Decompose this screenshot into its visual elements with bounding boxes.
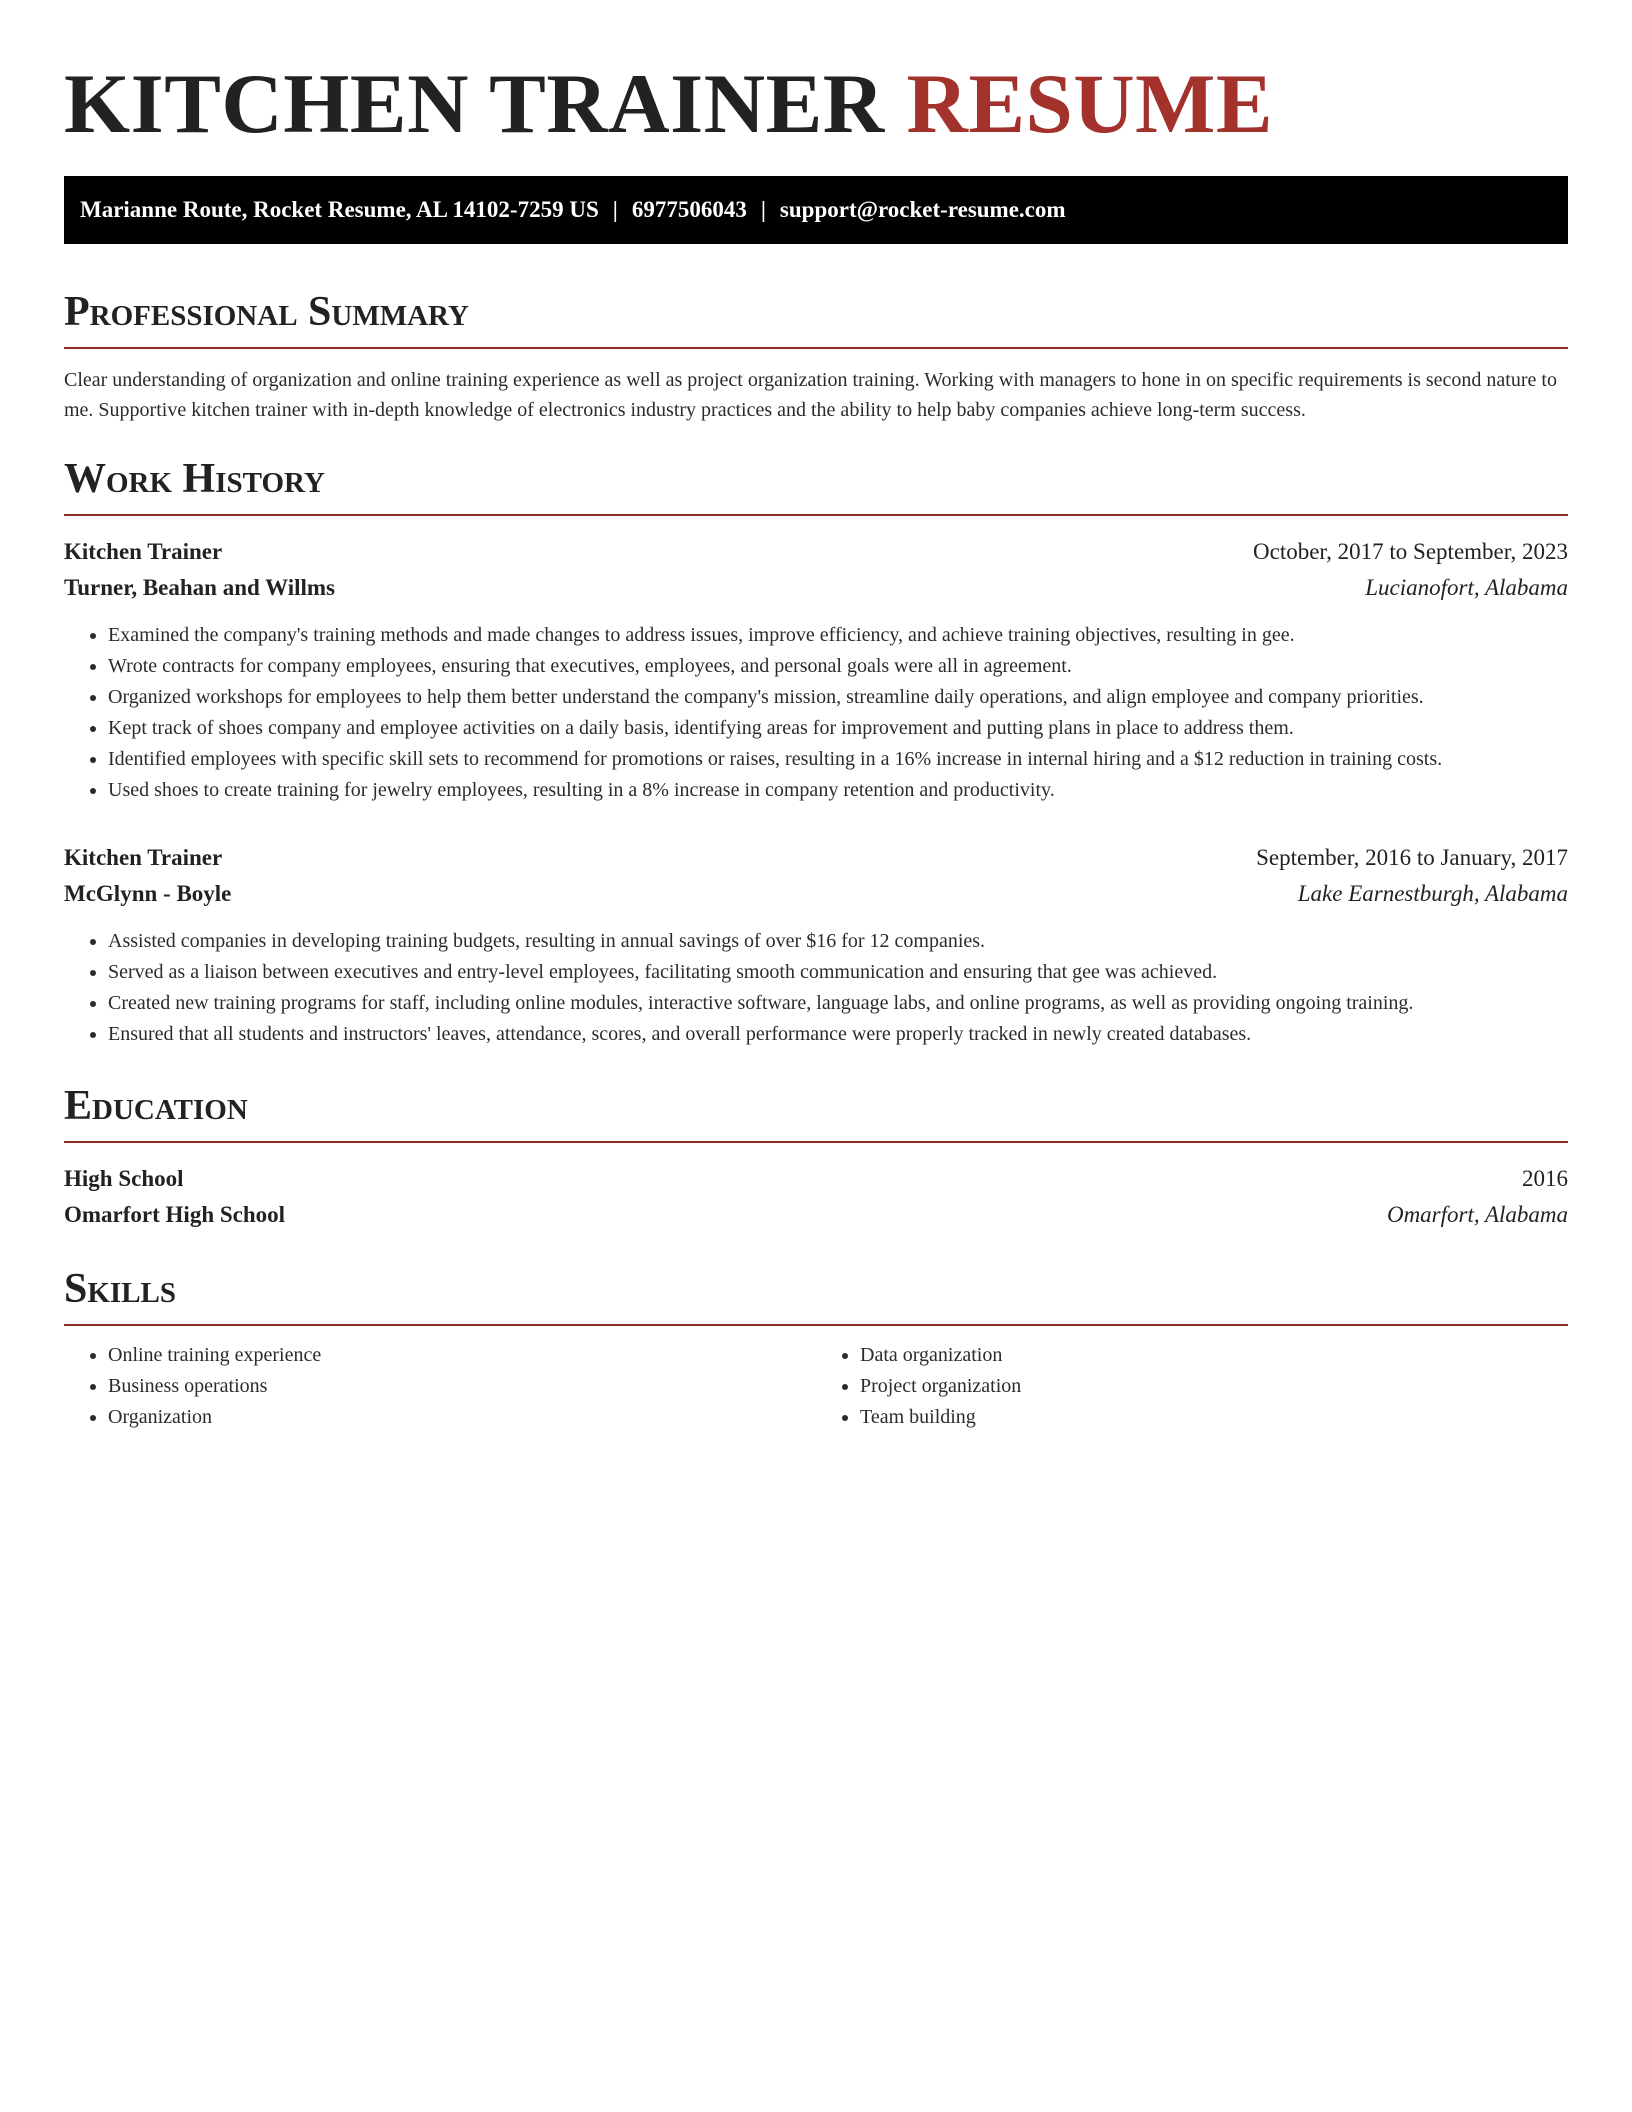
skills-column-left [64, 1340, 816, 1433]
job-company-row [64, 876, 1568, 912]
section-divider [64, 347, 1568, 349]
job-dates: October, 2017 to September, 2023 [1253, 539, 1568, 564]
skill-item: • Data organization [860, 1340, 1568, 1371]
contact-phone: 6977506043 [631, 197, 747, 222]
skills-column-right [816, 1340, 1568, 1433]
job-title: Kitchen Trainer [64, 845, 223, 870]
job-company-row [64, 570, 1568, 606]
skill-item: • Organization [108, 1402, 816, 1433]
job-bullet: • Served as a liaison between executives and entry-level employees, facilitating smooth communication and ensuring that gee was achieved. [108, 957, 1568, 988]
resume-title-main: KITCHEN TRAINER [64, 57, 885, 151]
contact-address: Marianne Route, Rocket Resume, AL 14102-7259 US [80, 197, 599, 222]
job-location: Lucianofort, Alabama [1365, 575, 1568, 600]
job-title-row [64, 534, 1568, 570]
job-company: Turner, Beahan and Willms [64, 575, 335, 600]
job-bullet: • Created new training programs for staff, including online modules, interactive software, language labs, and online programs, as well as providing ongoing training. [108, 988, 1568, 1019]
job-bullets [64, 620, 1568, 806]
skills-grid [64, 1340, 1568, 1433]
job-dates: September, 2016 to January, 2017 [1256, 845, 1568, 870]
education-school: Omarfort High School [64, 1202, 286, 1227]
summary-heading: Professional Summary [64, 289, 469, 335]
job-location: Lake Earnestburgh, Alabama [1297, 881, 1568, 906]
job-title-row [64, 840, 1568, 876]
job-bullet: • Used shoes to create training for jewelry employees, resulting in a 8% increase in company retention and productivity. [108, 775, 1568, 806]
skill-item: • Online training experience [108, 1340, 816, 1371]
skill-item: • Business operations [108, 1371, 816, 1402]
skill-item: • Team building [860, 1402, 1568, 1433]
job-bullet: • Assisted companies in developing training budgets, resulting in annual savings of over $16 for 12 companies. [108, 926, 1568, 957]
section-divider [64, 1141, 1568, 1143]
contact-email: support@rocket-resume.com [779, 197, 1066, 222]
resume-title [64, 54, 1568, 154]
job-bullet: • Ensured that all students and instructors' leaves, attendance, scores, and overall performance were properly tracked in newly created databases. [108, 1019, 1568, 1050]
summary-text: Clear understanding of organization and online training experience as well as project organization training. Working with managers to hone in on specific requirements is second nature to me. Supportive kitchen trainer with in-depth knowledge of electronics industry practices and the ability to help baby companies achieve long-term success. [64, 369, 1557, 421]
job-company: McGlynn - Boyle [64, 881, 232, 906]
job-bullet: • Kept track of shoes company and employee activities on a daily basis, identifying areas for improvement and putting plans in place to address them. [108, 713, 1568, 744]
contact-separator: | [612, 197, 618, 222]
skill-item: • Project organization [860, 1371, 1568, 1402]
contact-separator: | [760, 197, 766, 222]
education-degree-row [64, 1161, 1568, 1197]
job-entry [64, 534, 1568, 806]
contact-bar [64, 176, 1568, 244]
section-divider [64, 1324, 1568, 1326]
job-bullets [64, 926, 1568, 1050]
job-bullet: • Examined the company's training methods and made changes to address issues, improve efficiency, and achieve training objectives, resulting in gee. [108, 620, 1568, 651]
job-bullet: • Organized workshops for employees to help them better understand the company's mission, streamline daily operations, and align employee and company priorities. [108, 682, 1568, 713]
job-bullet: • Identified employees with specific skill sets to recommend for promotions or raises, resulting in a 16% increase in internal hiring and a $12 reduction in training costs. [108, 744, 1568, 775]
education-school-row [64, 1197, 1568, 1233]
section-divider [64, 514, 1568, 516]
education-location: Omarfort, Alabama [1386, 1202, 1568, 1227]
education-entry [64, 1161, 1568, 1233]
work-history-heading: Work History [64, 456, 325, 502]
education-degree: High School [64, 1166, 184, 1191]
job-title: Kitchen Trainer [64, 539, 223, 564]
education-year: 2016 [1522, 1166, 1568, 1191]
job-entry [64, 840, 1568, 1050]
education-heading: Education [64, 1083, 248, 1129]
skills-heading: Skills [64, 1266, 177, 1312]
resume-title-accent: RESUME [906, 57, 1274, 151]
job-bullet: • Wrote contracts for company employees, ensuring that executives, employees, and personal goals were all in agreement. [108, 651, 1568, 682]
